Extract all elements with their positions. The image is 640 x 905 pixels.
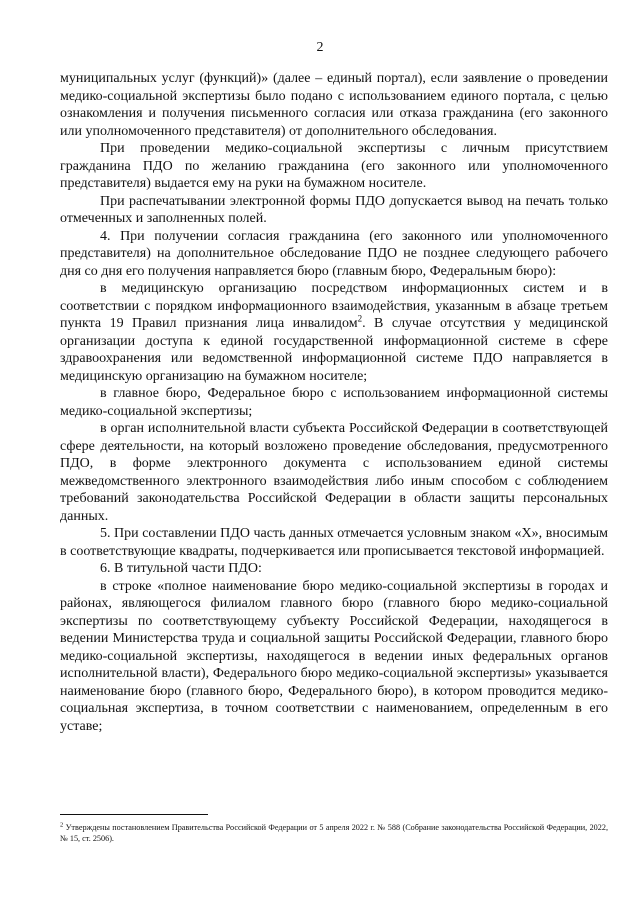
footnote-text: Утверждены постановлением Правительства Российской Федерации от 5 апреля 2022 г. № 588 (Собрание законодательства Российской Федерации, 2022, № 15, ст. 2506). (60, 823, 608, 843)
paragraph-item-5: 5. При составлении ПДО часть данных отмечается условным знаком «Х», вносимым в соответствующие квадраты, подчеркивается или прописывается текстовой информацией. (60, 526, 608, 559)
paragraph-item-6: 6. В титульной части ПДО: (100, 561, 262, 576)
paragraph-executive-authority: в орган исполнительной власти субъекта Российской Федерации в соответствующей сфере деятельности, на который возложено проведение обследования, предусмотренного ПДО, в форме электронного документа с использованием единой системы межведомственного электронного взаимодействия либо иным способом с соблюдением требований законодательства Российской Федерации в области защиты персональных данных. (60, 421, 608, 524)
paragraph-medical-organization (60, 280, 608, 385)
body-text (60, 70, 608, 735)
paragraph-main-bureau: в главное бюро, Федеральное бюро с использованием информационной системы медико-социальной экспертизы; (60, 386, 608, 419)
paragraph-medical-organization-text-cont: . В случае отсутствия у медицинской организации доступа к единой государственной информационной системе в сфере здравоохранения или ведомственной информационной системе ПДО направляется в медицинскую организацию на бумажном носителе; (60, 316, 608, 384)
paragraph-printing: При распечатывании электронной формы ПДО допускается вывод на печать только отмеченных и заполненных полей. (60, 193, 608, 226)
footnote (60, 822, 608, 844)
paragraph-medical-organization-text: в медицинскую организацию посредством информационных систем и в соответствии с порядком информационного взаимодействия, указанным в абзаце третьем пункта 19 Правил признания лица инвалидом (60, 281, 608, 331)
footnote-separator (60, 814, 208, 815)
footnote-reference: 2 (357, 313, 363, 324)
paragraph-paper-copy: При проведении медико-социальной экспертизы с личным присутствием гражданина ПДО по желанию гражданина (его законного или уполномоченного представителя) выдается ему на руки на бумажном носителе. (60, 141, 608, 191)
paragraph-item-4: 4. При получении согласия гражданина (его законного или уполномоченного представителя) на дополнительное обследование ПДО не позднее следующего рабочего дня со дня его получения направляется бюро (главным бюро, Федеральным бюро): (60, 228, 608, 279)
paragraph-continuation: муниципальных услуг (функций)» (далее – единый портал), если заявление о проведении медико-социальной экспертизы было подано с использованием единого портала, с целью ознакомления и получения письменного согласия или отказа гражданина (его законного или уполномоченного представителя) от дополнительного обследования. (60, 71, 608, 139)
paragraph-bureau-name-line: в строке «полное наименование бюро медико-социальной экспертизы в городах и районах, являющегося филиалом главного бюро (главного бюро медико-социальной экспертизы по соответствующему субъекту Российской Федерации, находящегося в ведении Министерства труда и социальной защиты Российской Федерации, главного бюро медико-социальной экспертизы, находящегося в ведении иных федеральных органов исполнительной власти), Федерального бюро медико-социальной экспертизы» указывается наименование бюро (главного бюро, Федерального бюро), в котором проводится медико-социальная экспертиза, в точном соответствии с наименованием, определенным в его уставе; (60, 578, 608, 734)
footnote-mark: 2 (60, 821, 64, 829)
page-number: 2 (316, 40, 324, 55)
